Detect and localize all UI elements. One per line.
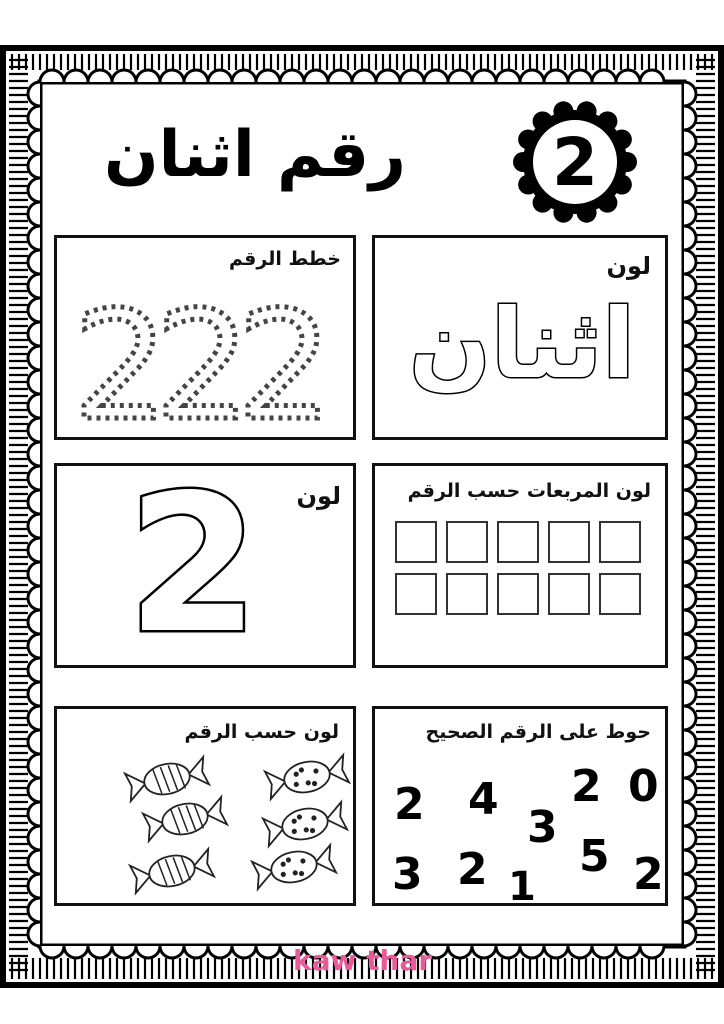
trace-panel <box>54 235 356 440</box>
number-choice[interactable]: 0 <box>628 761 659 812</box>
number-choice[interactable]: 2 <box>457 844 488 895</box>
color-number-panel <box>54 454 356 675</box>
color-square[interactable] <box>446 573 488 615</box>
number-choice[interactable]: 1 <box>508 864 536 910</box>
dotted-digit: 2 <box>73 280 169 428</box>
trace-title: خطط الرقم <box>229 248 341 270</box>
candy-icon <box>265 754 349 800</box>
outline-word: اثنان <box>408 288 636 400</box>
color-word-panel <box>372 235 668 440</box>
color-square[interactable] <box>599 521 641 563</box>
candy-icon <box>125 756 209 802</box>
candy-icon <box>252 844 336 890</box>
watermark-text: kaw thar <box>293 944 433 977</box>
dotted-digit: 2 <box>237 280 333 428</box>
number-choice[interactable]: 3 <box>527 802 558 853</box>
number-choice[interactable]: 4 <box>468 774 499 825</box>
color-square[interactable] <box>395 521 437 563</box>
color-candies-panel <box>54 706 356 906</box>
circle-number-panel <box>372 706 668 910</box>
color-square[interactable] <box>548 521 590 563</box>
number-choice[interactable]: 3 <box>392 849 423 900</box>
color-squares-title: لون المربعات حسب الرقم <box>407 480 651 502</box>
color-word-title: لون <box>606 252 651 280</box>
dotted-digit: 2 <box>155 280 251 428</box>
circle-number-title: حوط على الرقم الصحيح <box>425 721 651 743</box>
candies <box>57 749 353 899</box>
color-square[interactable] <box>599 573 641 615</box>
color-square[interactable] <box>548 573 590 615</box>
candy-icon <box>143 796 227 842</box>
color-number-title: لون <box>296 482 341 510</box>
color-squares-panel <box>372 463 668 668</box>
number-badge <box>500 97 650 227</box>
color-square[interactable] <box>446 521 488 563</box>
candy-icon <box>130 848 214 894</box>
number-choice[interactable]: 2 <box>571 761 602 812</box>
color-square[interactable] <box>395 573 437 615</box>
badge-number: 2 <box>552 124 598 201</box>
outline-number: 2 <box>127 454 260 675</box>
squares-grid <box>395 521 651 621</box>
color-candies-title: لون حسب الرقم <box>184 721 339 743</box>
color-square[interactable] <box>497 573 539 615</box>
page-title: رقم اثنان <box>104 118 406 192</box>
number-choice[interactable]: 2 <box>633 849 664 900</box>
dotted-digits <box>65 278 345 428</box>
candy-icon <box>263 801 347 847</box>
number-choice[interactable]: 5 <box>579 831 610 882</box>
color-square[interactable] <box>497 521 539 563</box>
number-choice[interactable]: 2 <box>394 779 425 830</box>
